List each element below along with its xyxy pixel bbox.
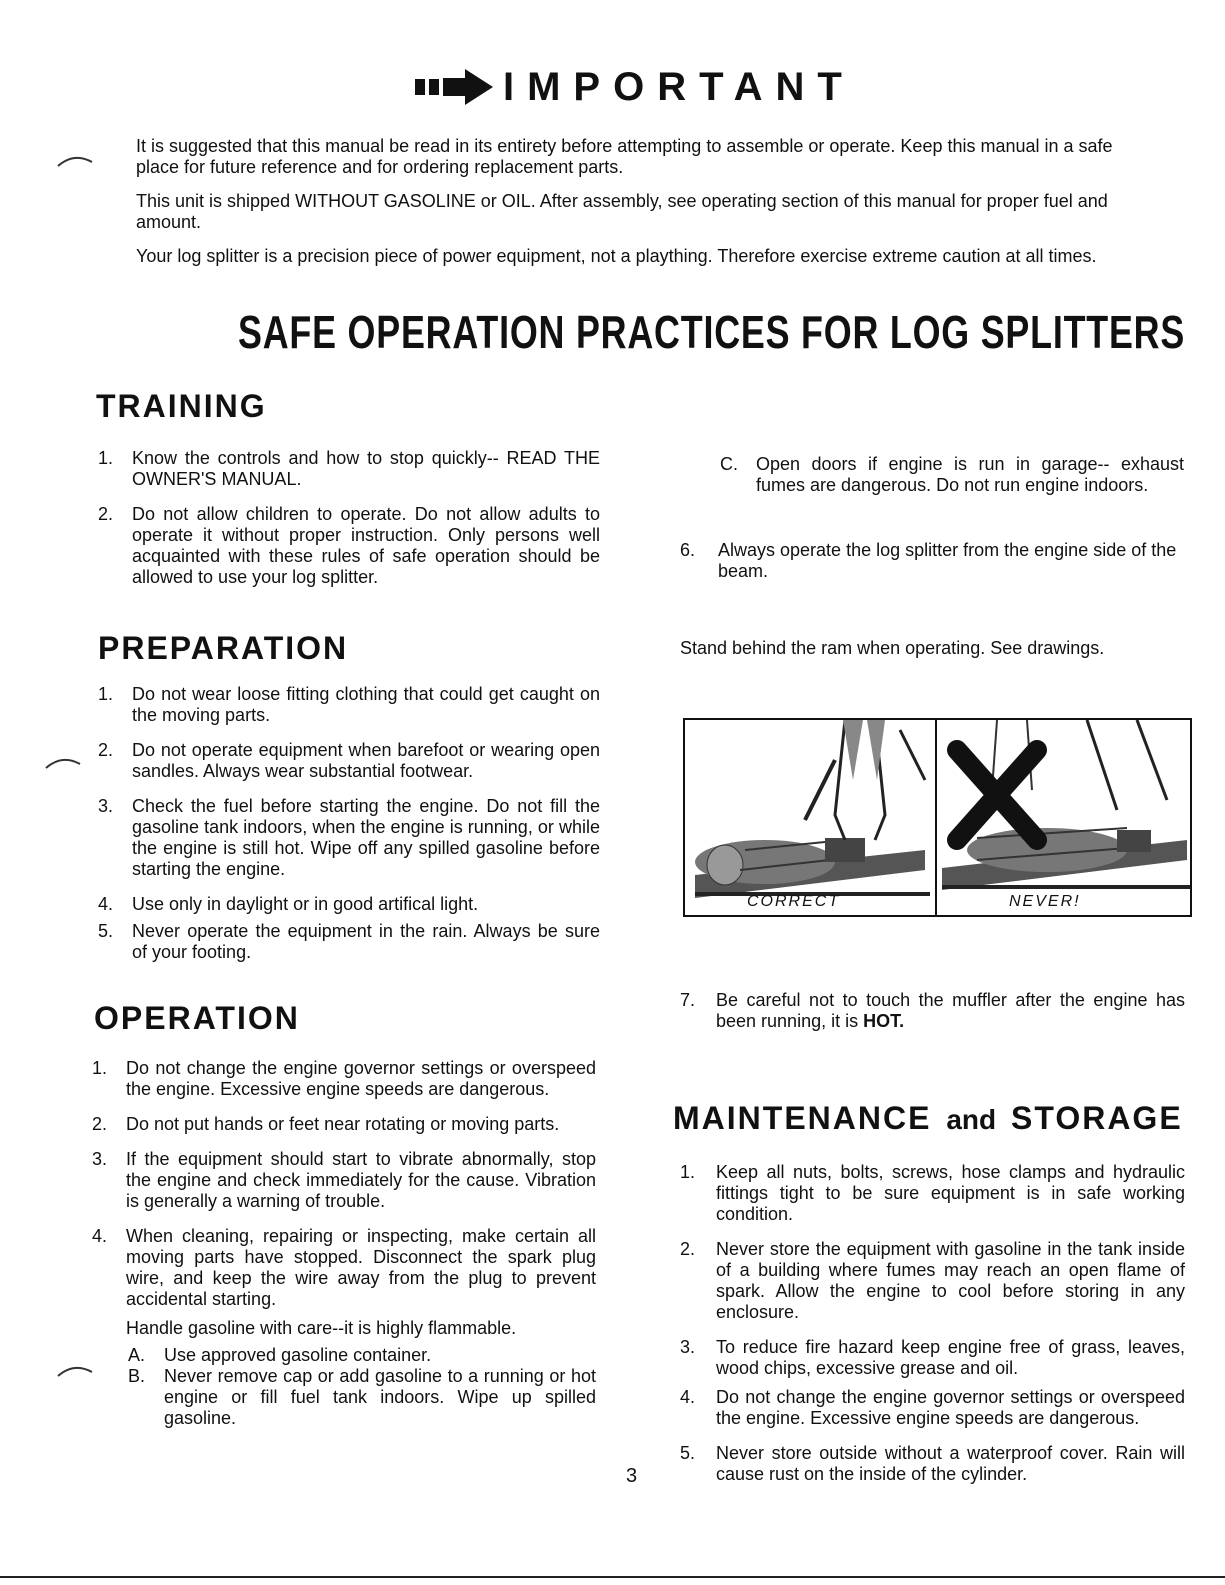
item-letter: C. (720, 454, 738, 474)
item-number: 5. (680, 1443, 696, 1463)
preparation-list (98, 684, 600, 977)
item-number: 7. (680, 990, 696, 1010)
list-item (680, 540, 1185, 582)
item-number: 1. (680, 1162, 696, 1182)
never-illustration (937, 720, 1190, 915)
item-text: Do not wear loose fitting clothing that could get caught on the moving parts. (132, 684, 600, 725)
item-text: Keep all nuts, bolts, screws, hose clamps and hydraulic fittings tight to be sure equipment is in safe working condition. (716, 1162, 1185, 1224)
never-caption: NEVER! (1009, 893, 1081, 910)
item-number: 4. (92, 1226, 108, 1246)
intro-paragraph: It is suggested that this manual be read in its entirety before attempting to assemble or operate. Keep this manual in a safe place for future reference and for ordering replacement parts. (136, 136, 1113, 177)
item-text: Handle gasoline with care--it is highly flammable. (126, 1318, 517, 1338)
list-item (98, 740, 600, 782)
item-number: 2. (98, 504, 114, 524)
item-text: Use approved gasoline container. (164, 1345, 432, 1365)
item-number: 2. (98, 740, 114, 760)
item-text: Be careful not to touch the muffler after the engine has been running, it is (716, 990, 1185, 1031)
item-number: 6. (680, 540, 696, 560)
stand-instruction: Stand behind the ram when operating. See drawings. (680, 638, 1105, 658)
item-number: 3. (98, 796, 114, 816)
correct-caption: CORRECT (747, 893, 841, 910)
item-number: 4. (680, 1387, 696, 1407)
list-item (98, 921, 600, 963)
operation-heading: OPERATION (94, 1000, 300, 1036)
list-item (98, 504, 600, 588)
intro-text (136, 136, 1146, 280)
item-number: 2. (92, 1114, 108, 1134)
hot-warning: HOT. (863, 1011, 905, 1031)
item-text: Open doors if engine is run in garage-- exhaust fumes are dangerous. Do not run engine indoors. (756, 454, 1184, 495)
item-number: 3. (92, 1149, 108, 1169)
margin-mark-icon (56, 150, 96, 170)
maintenance-heading-part2: STORAGE (1011, 1100, 1183, 1136)
item-7 (680, 990, 1185, 1032)
item-text: Do not operate equipment when barefoot or wearing open sandles. Always wear substantial footwear. (132, 740, 600, 781)
item-number: 4. (98, 894, 114, 914)
list-item (98, 448, 600, 490)
intro-paragraph: Your log splitter is a precision piece of power equipment, not a plaything. Therefore exercise extreme caution at all times. (136, 246, 1097, 266)
item-text: Never remove cap or add gasoline to a running or hot engine or fill fuel tank indoors. Wipe up spilled gasoline. (164, 1366, 596, 1428)
item-text: Know the controls and how to stop quickly-- READ THE OWNER'S MANUAL. (132, 448, 600, 489)
item-text: Do not allow children to operate. Do not allow adults to operate it without proper instruction. Only persons well acquainted with these rules of safe operation should be allowed to use your log splitter. (132, 504, 600, 587)
item-text: Never store outside without a waterproof cover. Rain will cause rust on the inside of the cylinder. (716, 1443, 1185, 1484)
correct-panel (685, 720, 937, 915)
item-number: 5. (98, 921, 114, 941)
list-item (680, 1162, 1185, 1225)
list-item (128, 1366, 596, 1429)
item-letter: B. (128, 1366, 146, 1386)
list-item (680, 1443, 1185, 1485)
item-letter: A. (128, 1345, 146, 1365)
maintenance-heading-part1: MAINTENANCE (673, 1100, 932, 1136)
list-item (680, 1337, 1185, 1379)
item-text: Never operate the equipment in the rain. Always be sure of your footing. (132, 921, 600, 962)
list-item (92, 1058, 596, 1100)
item-number: 1. (98, 448, 114, 468)
item-number: 1. (98, 684, 114, 704)
sub-item-c (720, 454, 1184, 496)
important-header (415, 62, 855, 112)
important-title: IMPORTANT (503, 64, 855, 109)
preparation-heading: PREPARATION (98, 630, 349, 666)
training-list (98, 448, 600, 602)
arrow-right-icon (415, 67, 495, 107)
list-item (98, 796, 600, 880)
margin-mark-icon (44, 752, 84, 772)
item-text: To reduce fire hazard keep engine free of grass, leaves, wood chips, excessive grease and oil. (716, 1337, 1185, 1378)
item-text: Do not put hands or feet near rotating or moving parts. (126, 1114, 560, 1134)
list-item (680, 1387, 1185, 1429)
maintenance-heading-and: and (946, 1104, 997, 1135)
main-title: SAFE OPERATION PRACTICES FOR LOG SPLITTERS (238, 306, 1186, 358)
item-text: Check the fuel before starting the engine. Do not fill the gasoline tank indoors, when the engine is running, or while the engine is still hot. Wipe off any spilled gasoline before starting the engine. (132, 796, 600, 879)
bottom-rule (0, 1576, 1225, 1578)
item-number: 2. (680, 1239, 696, 1259)
never-panel (937, 720, 1190, 915)
list-item (680, 1239, 1185, 1323)
intro-paragraph: This unit is shipped WITHOUT GASOLINE or OIL. After assembly, see operating section of this manual for proper fuel and amount. (136, 191, 1108, 232)
item-text: Do not change the engine governor settings or overspeed the engine. Excessive engine speeds are dangerous. (716, 1387, 1185, 1428)
maintenance-list (680, 1162, 1185, 1499)
item-text: Use only in daylight or in good artifical light. (132, 894, 479, 914)
item-text: Never store the equipment with gasoline in the tank inside of a building where fumes may reach an open flame of spark. Allow the engine to cool before storing in any enclosure. (716, 1239, 1185, 1322)
operation-list (92, 1058, 596, 1429)
list-item (98, 684, 600, 726)
training-heading: TRAINING (96, 388, 267, 424)
operating-position-figure (683, 718, 1192, 917)
list-item (92, 1149, 596, 1212)
list-item (128, 1345, 596, 1366)
item-text: Always operate the log splitter from the engine side of the beam. (718, 540, 1177, 581)
item-text: When cleaning, repairing or inspecting, make certain all moving parts have stopped. Disconnect the spark plug wire, and keep the wire away from the plug to prevent accidental starting. (126, 1226, 596, 1309)
list-item (92, 1114, 596, 1135)
item-number: 3. (680, 1337, 696, 1357)
list-item (680, 990, 1185, 1032)
margin-mark-icon (56, 1360, 96, 1380)
list-item (720, 454, 1184, 496)
maintenance-heading (673, 1100, 1183, 1137)
list-item (92, 1226, 596, 1310)
item-text: If the equipment should start to vibrate abnormally, stop the engine and check immediately for the cause. Vibration is generally a warning of trouble. (126, 1149, 596, 1211)
item-text: Do not change the engine governor settings or overspeed the engine. Excessive engine speeds are dangerous. (126, 1058, 596, 1099)
item-6 (680, 540, 1185, 582)
sub-list (92, 1345, 596, 1429)
page-number: 3 (626, 1465, 638, 1487)
list-item (98, 894, 600, 915)
correct-illustration (685, 720, 935, 915)
item-number: 1. (92, 1058, 108, 1078)
